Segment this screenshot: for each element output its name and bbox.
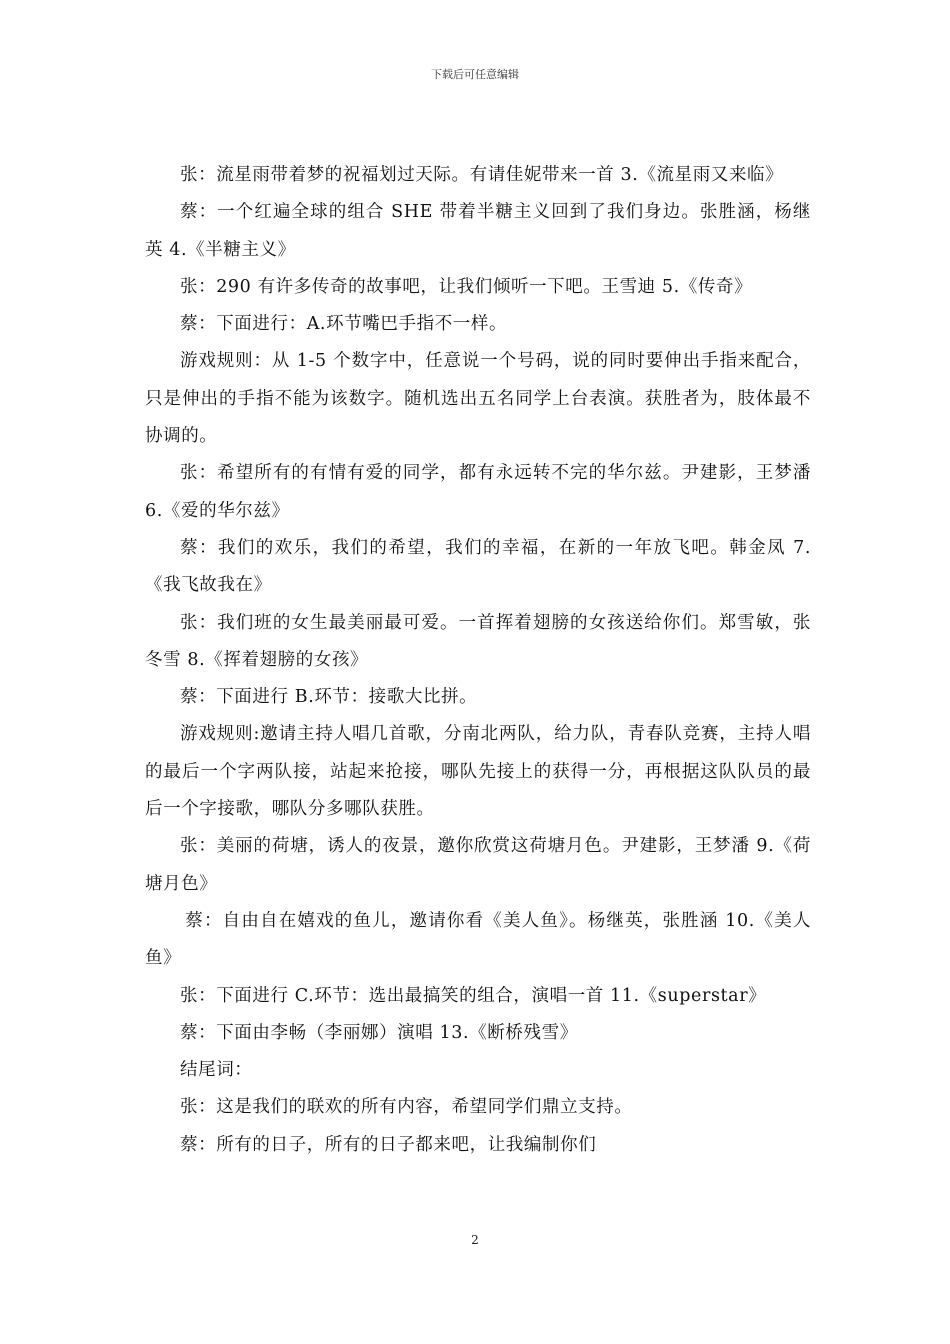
paragraph: 张：我们班的女生最美丽最可爱。一首挥着翅膀的女孩送给你们。郑雪敏，张冬雪 8.《挥着翅膀的女孩》 [145, 612, 811, 670]
paragraph: 结尾词： [180, 1060, 253, 1081]
paragraph: 蔡：一个红遍全球的组合 SHE 带着半糖主义回到了我们身边。张胜涵，杨继英 4.《半糖主义》 [145, 202, 811, 260]
paragraph: 蔡：下面进行：A.环节嘴巴手指不一样。 [180, 314, 508, 335]
paragraph: 张：美丽的荷塘，诱人的夜景，邀你欣赏这荷塘月色。尹建影，王梦潘 9.《荷塘月色》 [145, 836, 811, 894]
paragraph: 游戏规则：从 1-5 个数字中，任意说一个号码，说的同时要伸出手指来配合，只是伸出的手指不能为该数字。随机选出五名同学上台表演。获胜者为，肢体最不协调的。 [145, 351, 811, 447]
paragraph: 蔡：下面进行 B.环节：接歌大比拼。 [180, 687, 478, 708]
paragraph: 张：下面进行 C.环节：选出最搞笑的组合，演唱一首 11.《superstar》 [180, 985, 767, 1006]
paragraph: 张：希望所有的有情有爱的同学，都有永远转不完的华尔兹。尹建影，王梦潘 6.《爱的华尔兹》 [145, 463, 811, 521]
paragraph: 游戏规则:邀请主持人唱几首歌，分南北两队，给力队，青春队竞赛，主持人唱的最后一个字两队接，站起来抢接，哪队先接上的获得一分，再根据这队队员的最后一个字接歌，哪队分多哪队获胜。 [145, 724, 811, 820]
paragraph: 张：这是我们的联欢的所有内容，希望同学们鼎立支持。 [180, 1097, 633, 1118]
paragraph: 蔡：我们的欢乐，我们的希望，我们的幸福，在新的一年放飞吧。韩金凤 7.《我飞故我在》 [145, 537, 811, 596]
paragraph: 蔡：下面由李畅（李丽娜）演唱 13.《断桥残雪》 [180, 1022, 578, 1043]
page-header: 下载后可任意编辑 [431, 68, 519, 81]
document-body [145, 157, 811, 1164]
paragraph: 张：流星雨带着梦的祝福划过天际。有请佳妮带来一首 3.《流星雨又来临》 [180, 165, 784, 185]
page-number: 2 [471, 1233, 479, 1247]
paragraph: 蔡：所有的日子，所有的日子都来吧，让我编制你们 [180, 1134, 597, 1155]
paragraph: 蔡：自由自在嬉戏的鱼儿，邀请你看《美人鱼》。杨继英，张胜涵 10.《美人鱼》 [145, 910, 811, 969]
paragraph: 张：290 有许多传奇的故事吧，让我们倾听一下吧。王雪迪 5.《传奇》 [180, 276, 753, 297]
